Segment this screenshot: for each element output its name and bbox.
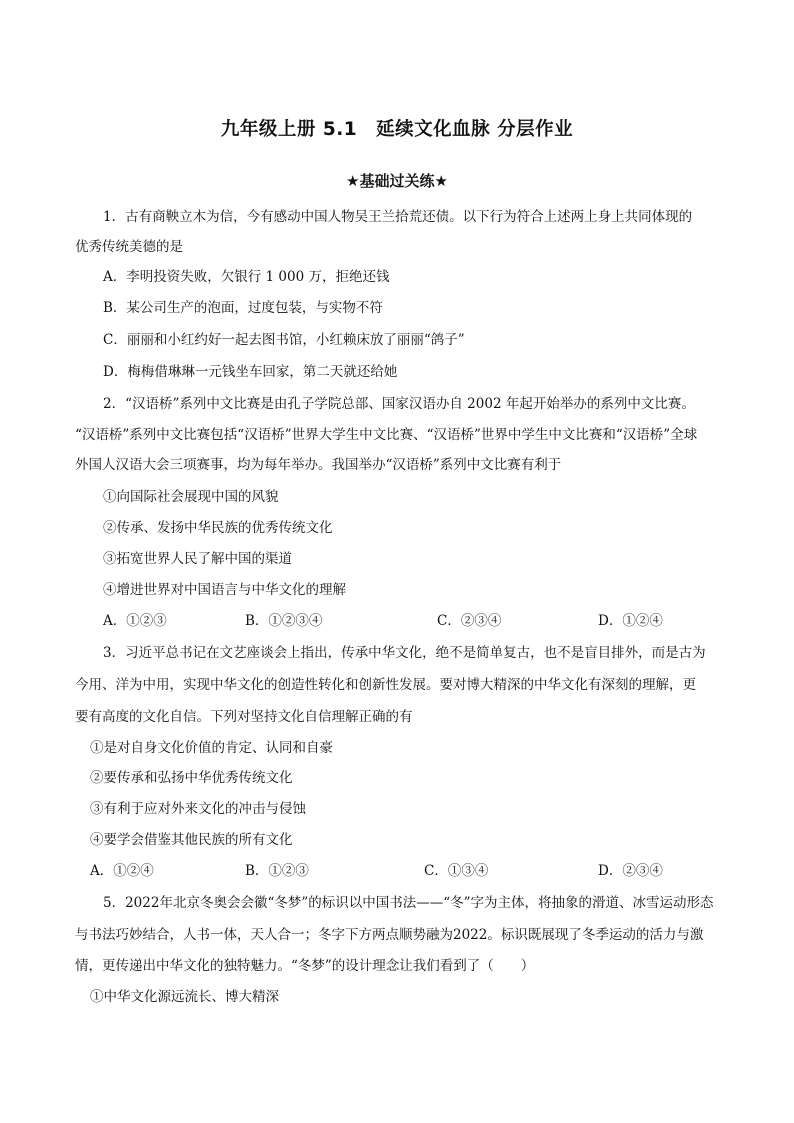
q2-stem-line-2: “汉语桥”系列中文比赛包括“汉语桥”世界大学生中文比赛、“汉语桥”世界中学生中文比赛和“汉语桥”全球 (75, 427, 698, 443)
section-heading: ★基础过关练★ (346, 172, 448, 190)
q2-stem-line-3: 外国人汉语大会三项赛事，均为每年举办。我国举办“汉语桥”系列中文比赛有利于 (75, 457, 562, 473)
q1-option-d: D．梅梅借琳琳一元钱坐车回家，第二天就还给她 (103, 364, 398, 380)
q3-statement-1: ①是对自身文化价值的肯定、认同和自豪 (90, 740, 333, 756)
q1-stem-line-2: 优秀传统美德的是 (75, 239, 183, 255)
page-title: 九年级上册 5.1 延续文化血脉 分层作业 (220, 119, 574, 140)
q3-option-d: D．②③④ (598, 863, 663, 879)
q3-statement-2: ②要传承和弘扬中华优秀传统文化 (90, 770, 293, 786)
q3-option-a: A．①②④ (90, 863, 154, 879)
q2-statement-1: ①向国际社会展现中国的风貌 (103, 489, 279, 505)
q2-statement-2: ②传承、发扬中华民族的优秀传统文化 (103, 520, 333, 536)
q2-option-a: A．①②③ (103, 613, 167, 629)
q1-option-a: A．李明投资失败，欠银行 1 000 万，拒绝还钱 (103, 269, 390, 285)
q3-statement-3: ③有利于应对外来文化的冲击与侵蚀 (90, 801, 306, 817)
q2-statement-4: ④增进世界对中国语言与中华文化的理解 (103, 582, 346, 598)
q1-option-c: C．丽丽和小红约好一起去图书馆，小红赖床放了丽丽“鸽子” (103, 332, 465, 348)
q5-stem-line-1: 5．2022年北京冬奥会会徽“冬梦”的标识以中国书法——“冬”字为主体，将抽象的滑道、冰雪运动形态 (103, 895, 714, 911)
q1-option-b: B．某公司生产的泡面，过度包装，与实物不符 (103, 300, 383, 316)
q5-stem-line-2: 与书法巧妙结合，人书一体，天人合一；冬字下方两点顺势融为2022。标识既展现了冬季运动的活力与激 (75, 927, 704, 943)
q3-stem-line-1: 3．习近平总书记在文艺座谈会上指出，传承中华文化，绝不是简单复古，也不是盲目排外，而是古为 (103, 645, 706, 661)
q5-stem-line-3: 情，更传递出中华文化的独特魅力。“冬梦”的设计理念让我们看到了（ ） (75, 958, 535, 974)
q3-statement-4: ④要学会借鉴其他民族的所有文化 (90, 832, 293, 848)
q1-stem-line-1: 1．古有商鞅立木为信，今有感动中国人物吴王兰拾荒还债。以下行为符合上述两上身上共同体现的 (103, 209, 693, 225)
q2-option-c: C．②③④ (437, 613, 502, 629)
q2-stem-line-1: 2．“汉语桥”系列中文比赛是由孔子学院总部、国家汉语办自 2002 年起开始举办的系列中文比赛。 (103, 396, 695, 412)
q2-statement-3: ③拓宽世界人民了解中国的渠道 (103, 551, 292, 567)
q3-stem-line-2: 今用、洋为中用，实现中华文化的创造性转化和创新性发展。要对博大精深的中华文化有深刻的理解，更 (75, 677, 696, 693)
q3-option-b: B．①②③ (245, 863, 309, 879)
q5-statement-1: ①中华文化源远流长、博大精深 (90, 989, 279, 1005)
q2-option-b: B．①②③④ (245, 613, 323, 629)
q2-option-d: D．①②④ (598, 613, 663, 629)
q3-option-c: C．①③④ (424, 863, 489, 879)
q3-stem-line-3: 要有高度的文化自信。下列对坚持文化自信理解正确的有 (75, 709, 413, 725)
